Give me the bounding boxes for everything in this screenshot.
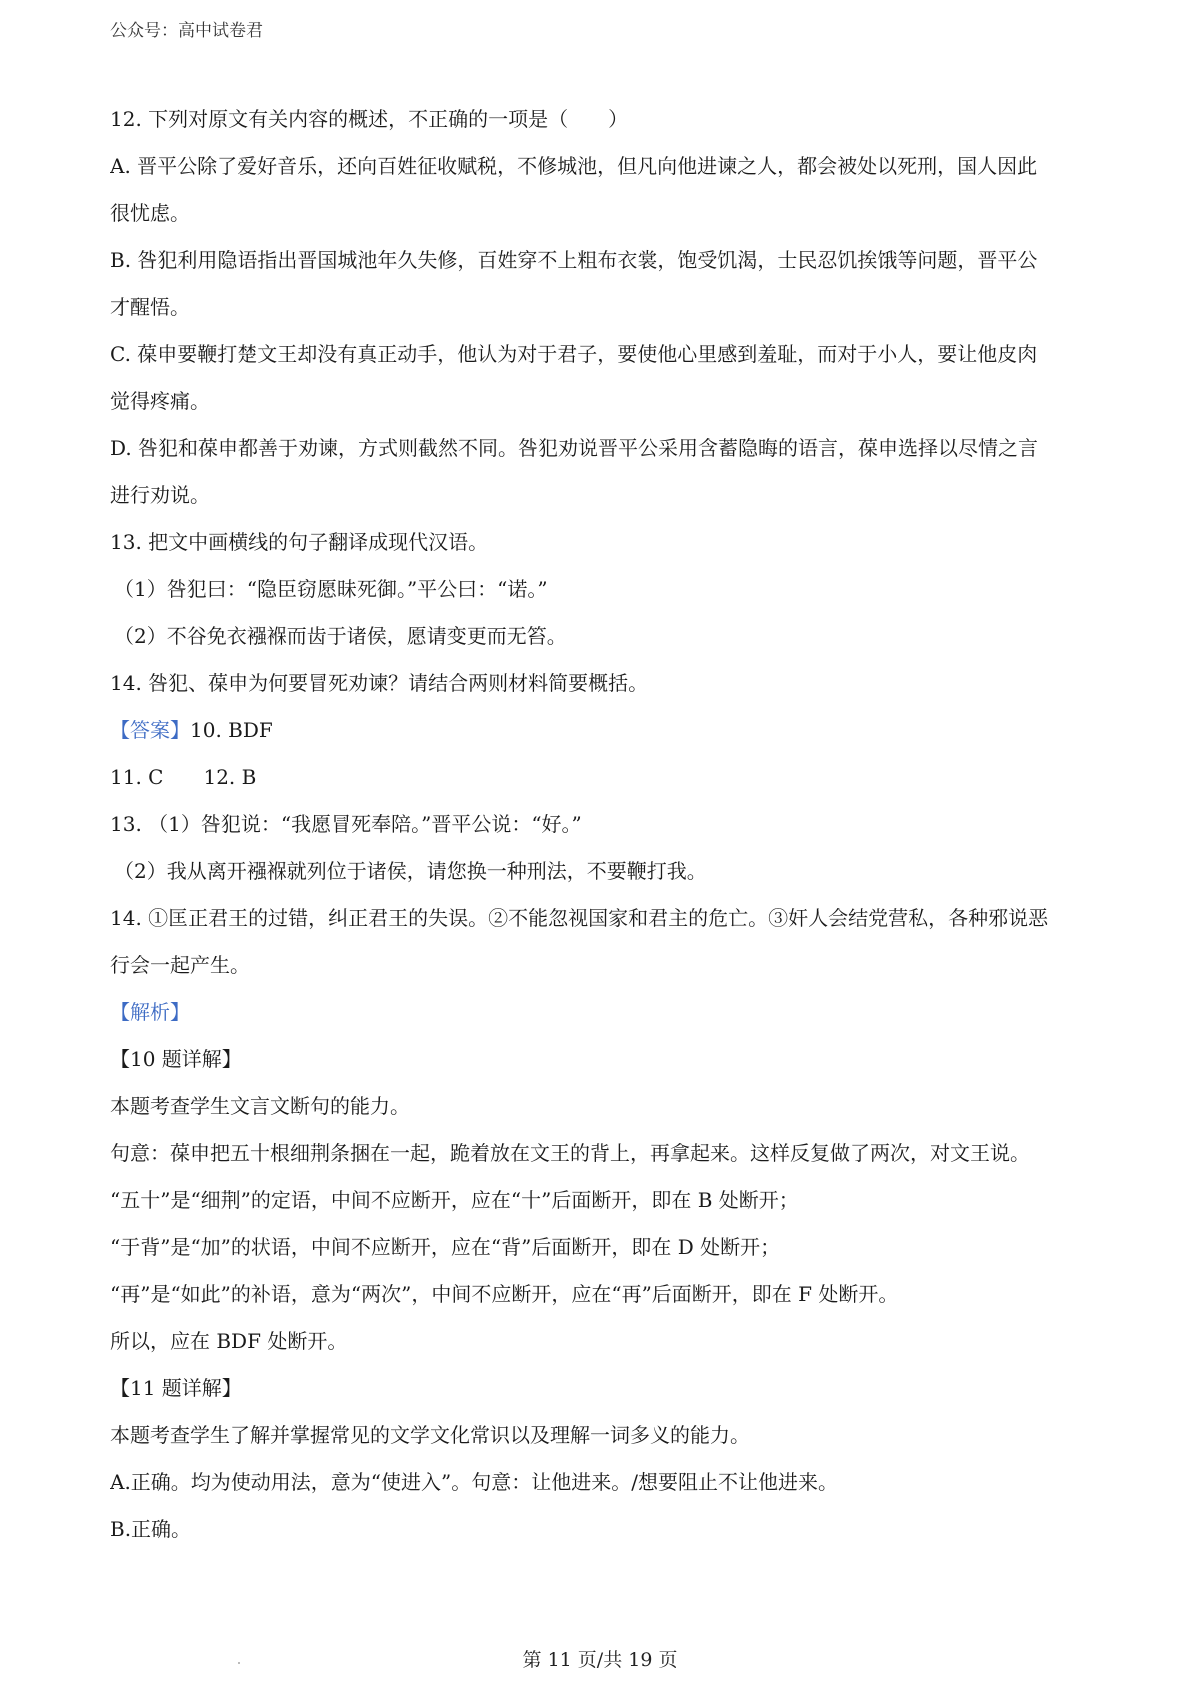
q12-option-c-line2: 觉得疼痛。: [110, 389, 210, 413]
answer-13-1: 13. （1）咎犯说：“我愿冒死奉陪。”晋平公说：“好。”: [110, 812, 582, 836]
detail-10-line5: “再”是“如此”的补语，意为“两次”，中间不应断开，应在“再”后面断开，即在 F 处断开。: [110, 1282, 899, 1306]
q12-stem: 12. 下列对原文有关内容的概述，不正确的一项是（ ）: [110, 107, 629, 131]
q14-stem: 14. 咎犯、葆申为何要冒死劝谏？请结合两则材料简要概括。: [110, 671, 649, 695]
detail-10-line3: “五十”是“细荆”的定语，中间不应断开，应在“十”后面断开，即在 B 处断开；: [110, 1188, 799, 1212]
q12-option-d-line1: D. 咎犯和葆申都善于劝谏，方式则截然不同。咎犯劝说晋平公采用含蓄隐晦的语言，葆申选择以尽情之言: [110, 436, 1039, 460]
answer-line-10: [110, 707, 1100, 754]
detail-10-line2: 句意：葆申把五十根细荆条捆在一起，跪着放在文王的背上，再拿起来。这样反复做了两次，对文王说。: [110, 1141, 1030, 1165]
detail-10-line6: 所以，应在 BDF 处断开。: [110, 1329, 348, 1353]
page-footer: 第 11 页/共 19 页: [522, 1649, 678, 1671]
page-header: 公众号：高中试卷君: [110, 21, 263, 41]
detail-11-line3: B.正确。: [110, 1517, 192, 1541]
detail-10-line1: 本题考查学生文言文断句的能力。: [110, 1094, 410, 1118]
q12-option-a-line1: A. 晋平公除了爱好音乐，还向百姓征收赋税，不修城池，但凡向他进谏之人，都会被处以死刑，国人因此: [110, 154, 1038, 178]
answer-11-12: 11. C 12. B: [110, 765, 257, 789]
q12-option-b-line1: B. 咎犯利用隐语指出晋国城池年久失修，百姓穿不上粗布衣裳，饱受饥渴，士民忍饥挨饿等问题，晋平公: [110, 248, 1038, 272]
q12-option-d-line2: 进行劝说。: [110, 483, 210, 507]
answer-tag: 【答案】: [110, 718, 190, 742]
analysis-line: [110, 989, 1100, 1036]
q12-option-b-line2: 才醒悟。: [110, 295, 190, 319]
q12-option-c-line1: C. 葆申要鞭打楚文王却没有真正动手，他认为对于君子，要使他心里感到羞耻，而对于小人，要让他皮肉: [110, 342, 1038, 366]
q13-stem: 13. 把文中画横线的句子翻译成现代汉语。: [110, 530, 489, 554]
detail-11-line2: A.正确。均为使动用法，意为“使进入”。句意：让他进来。/想要阻止不让他进来。: [110, 1470, 838, 1494]
detail-10-title: 【10 题详解】: [110, 1047, 242, 1071]
q13-sentence-2: （2）不谷免衣襁褓而齿于诸侯，愿请变更而无笞。: [114, 624, 567, 648]
detail-11-line1: 本题考查学生了解并掌握常见的文学文化常识以及理解一词多义的能力。: [110, 1423, 750, 1447]
answer-14-line1: 14. ①匡正君王的过错，纠正君王的失误。②不能忽视国家和君主的危亡。③奸人会结党营私，各种邪说恶: [110, 906, 1049, 930]
answer-13-2: （2）我从离开襁褓就列位于诸侯，请您换一种刑法，不要鞭打我。: [114, 859, 707, 883]
q12-option-a-line2: 很忧虑。: [110, 201, 190, 225]
detail-10-line4: “于背”是“加”的状语，中间不应断开，应在“背”后面断开，即在 D 处断开；: [110, 1235, 781, 1259]
analysis-tag: 【解析】: [110, 1000, 190, 1024]
q13-sentence-1: （1）咎犯曰：“隐臣窃愿昧死御。”平公曰：“诺。”: [114, 577, 548, 601]
answer-10: 10. BDF: [190, 718, 273, 742]
detail-11-title: 【11 题详解】: [110, 1376, 242, 1400]
answer-14-line2: 行会一起产生。: [110, 953, 250, 977]
document-body: [110, 96, 1100, 1553]
